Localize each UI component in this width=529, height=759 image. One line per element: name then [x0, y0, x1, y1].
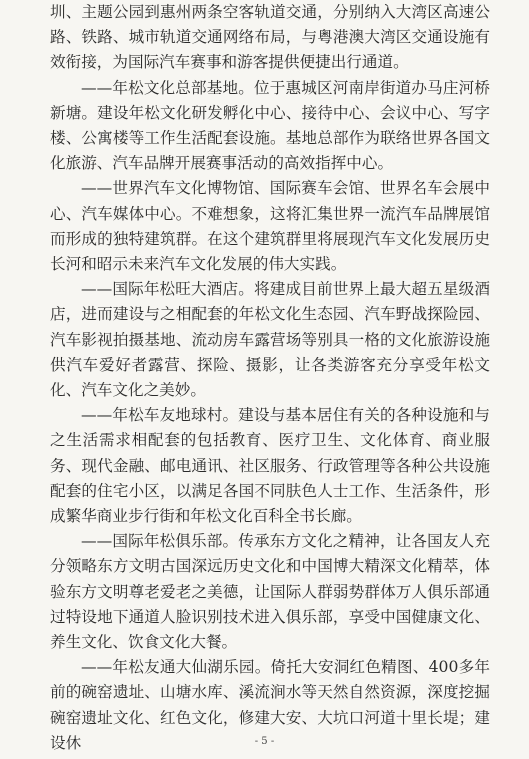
page-number: - 5 - — [254, 736, 275, 747]
paragraph-culture-headquarters: ——年松文化总部基地。位于惠城区河南岸街道办马庄河桥新塘。建设年松文化研发孵化中心、接待中心、会议中心、写字楼、公寓楼等工作生活配套设施。基地总部作为联络世界各国文化旅游、汽车品牌开展赛事活动的高效指挥中心。 — [50, 78, 490, 173]
paragraph-lake-park: ——年松友通大仙湖乐园。倚托大安洞红色精图、400多年前的碗窑遗址、山塘水库、溪流涧水等天然自然资源，深度挖掘碗窑遗址文化、红色文化，修建大安、大坑口河道十里长堤；建设休 — [50, 658, 490, 752]
paragraph-continuation: 圳、主题公园到惠州两条空客轨道交通，分别纳入大湾区高速公路、铁路、城市轨道交通网络布局，与粤港澳大湾区交通设施有效衔接，为国际汽车赛事和游客提供便捷出行通道。 — [50, 3, 490, 72]
body-text — [50, 0, 490, 756]
paragraph-club: ——国际年松俱乐部。传承东方文化之精神，让各国友人充分领略东方文明古国深远历史文化和中国博大精深文化精萃，体验东方文明尊老爱老之美德，让国际人群弱势群体万人俱乐部通过特设地下通道人脸识别技术进入俱乐部，享受中国健康文化、养生文化、饮食文化大餐。 — [50, 532, 490, 652]
paragraph-hotel: ——国际年松旺大酒店。将建成目前世界上最大超五星级酒店，进而建设与之相配套的年松文化生态园、汽车野战探险园、汽车影视拍摄基地、流动房车露营场等别具一格的文化旅游设施供汽车爱好者露营、探险、摄影，让各类游客充分享受年松文化、汽车文化之美妙。 — [50, 280, 490, 400]
paragraph-car-museum: ——世界汽车文化博物馆、国际赛车会馆、世界名车会展中心、汽车媒体中心。不难想象，这将汇集世界一流汽车品牌展馆而形成的独特建筑群。在这个建筑群里将展现汽车文化发展历史长河和昭示未来汽车文化发展的伟大实践。 — [50, 179, 490, 274]
paragraph-global-village: ——年松车友地球村。建设与基本居住有关的各种设施和与之生活需求相配套的包括教育、医疗卫生、文化体育、商业服务、现代金融、邮电通讯、社区服务、行政管理等各种公共设施配套的住宅小区，以满足各国不同肤色人士工作、生活条件，形成繁华商业步行街和年松文化百科全书长廊。 — [50, 406, 490, 526]
